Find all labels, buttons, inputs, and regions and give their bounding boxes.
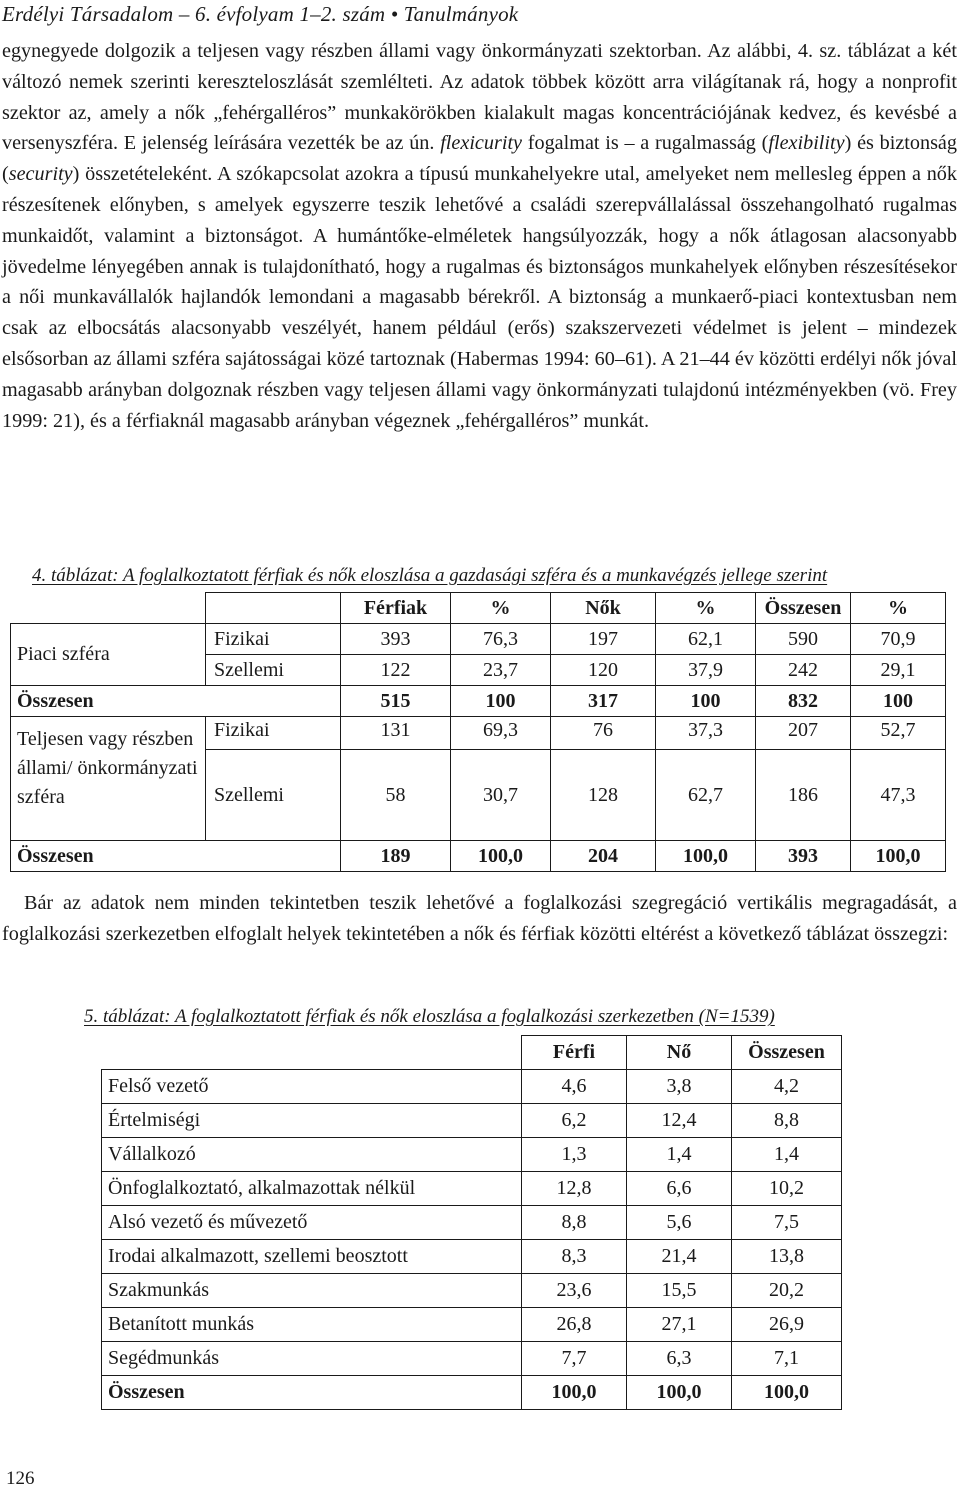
table5-caption: 5. táblázat: A foglalkoztatott férfiak és nők eloszlása a foglalkozási szerkezetben (N=1539) xyxy=(84,1006,775,1027)
table-cell: 27,1 xyxy=(627,1308,732,1342)
table-cell: 62,7 xyxy=(656,750,756,841)
running-header: Erdélyi Társadalom – 6. évfolyam 1–2. szám • Tanulmányok xyxy=(2,2,519,26)
row-label: Vállalkozó xyxy=(102,1138,522,1172)
table4 xyxy=(10,592,946,872)
table-cell: 515 xyxy=(341,686,451,717)
row-type: Szellemi xyxy=(206,750,341,841)
table-cell: 189 xyxy=(341,841,451,872)
row-group-label: Piaci szféra xyxy=(11,624,206,686)
table-cell: 8,8 xyxy=(522,1206,627,1240)
row-label: Szakmunkás xyxy=(102,1274,522,1308)
term-flexicurity: flexicurity xyxy=(440,132,523,155)
table-cell: 52,7 xyxy=(851,717,946,750)
paragraph-text: fogalmat is – a rugalmasság ( xyxy=(522,132,769,155)
table-row xyxy=(102,1070,842,1104)
row-label: Betanított munkás xyxy=(102,1308,522,1342)
table-cell: 100,0 xyxy=(522,1376,627,1410)
table-cell: 26,8 xyxy=(522,1308,627,1342)
row-label: Alsó vezető és művezető xyxy=(102,1206,522,1240)
page-number: 126 xyxy=(6,1468,35,1489)
row-type: Fizikai xyxy=(206,717,341,750)
table-cell: 8,3 xyxy=(522,1240,627,1274)
paragraph-text: ) összetételeként. A szókapcsolat azokra a típusú munkahelyekre utal, amelyeket nem mellesleg éppen a nők részesítenek előnyben, s amelyek egyszerre teszik lehetővé a családi szerepvállalással összehangolható rugalmas munkaidőt, valamint a biztonságot. A humántőke-elméletek hangsúlyozzák, hogy a nők átlagosan alacsonyabb jövedelme lényegében annak is tulajdonítható, hogy a rugalmas és biztonságos munkahelyek előnyben részesítésekor a női munkavállalók hajlandók lemondani a magasabb bérekről. A biztonság a munkaerő-piaci kontextusban nem csak az elbocsátás alacsonyabb veszélyét, hanem például (erős) szakszervezeti védelmet is jelent – mindezek elsősorban az állami szféra sajátosságai közé tartoznak (Habermas 1994: 60–61). A 21–44 év közötti erdélyi nők jóval magasabb arányban dolgoznak részben vagy teljesen állami vagy önkormányzati tulajdonú intézményekben (vö. Frey 1999: 21), és a férfiaknál magasabb arányban végeznek „fehérgalléros” munkát. xyxy=(2,163,957,432)
total-label: Összesen xyxy=(11,841,341,872)
table-cell: 197 xyxy=(551,624,656,655)
table-cell: 5,6 xyxy=(627,1206,732,1240)
table4-caption: 4. táblázat: A foglalkoztatott férfiak és nők eloszlása a gazdasági szféra és a munkavégzés jellege szerint xyxy=(32,565,828,586)
column-header: Nő xyxy=(627,1036,732,1070)
table-row xyxy=(11,624,946,655)
table-row xyxy=(102,1308,842,1342)
column-header: Összesen xyxy=(732,1036,842,1070)
table-total-row xyxy=(11,841,946,872)
column-header: Nők xyxy=(551,593,656,624)
table-cell: 100 xyxy=(656,686,756,717)
table5-body xyxy=(102,1070,842,1376)
table-cell: 100,0 xyxy=(656,841,756,872)
table-cell: 4,6 xyxy=(522,1070,627,1104)
total-label: Összesen xyxy=(11,686,341,717)
table-cell: 7,5 xyxy=(732,1206,842,1240)
table-cell: 21,4 xyxy=(627,1240,732,1274)
table-row xyxy=(102,1138,842,1172)
table-total-row xyxy=(102,1376,842,1410)
table-cell: 128 xyxy=(551,750,656,841)
table-cell: 58 xyxy=(341,750,451,841)
table-cell: 7,7 xyxy=(522,1342,627,1376)
table-cell: 1,4 xyxy=(732,1138,842,1172)
table-cell: 26,9 xyxy=(732,1308,842,1342)
row-label: Felső vezető xyxy=(102,1070,522,1104)
body-paragraph-2: Bár az adatok nem minden tekintetben teszik lehetővé a foglalkozási szegregáció vertikális megragadását, a foglalkozási szerkezetben elfoglalt helyek tekintetében a nők és férfiak közötti eltérést a következő táblázat összegzi: xyxy=(2,892,957,945)
table-cell: 37,9 xyxy=(656,655,756,686)
table-cell: 1,4 xyxy=(627,1138,732,1172)
table-cell: 37,3 xyxy=(656,717,756,750)
table-cell: 100,0 xyxy=(851,841,946,872)
term-security: security xyxy=(8,163,73,186)
table-cell: 100 xyxy=(851,686,946,717)
table-cell: 100,0 xyxy=(451,841,551,872)
table-cell: 100 xyxy=(451,686,551,717)
table-cell: 30,7 xyxy=(451,750,551,841)
table-row xyxy=(102,1240,842,1274)
row-label: Önfoglalkoztató, alkalmazottak nélkül xyxy=(102,1172,522,1206)
table-header-row xyxy=(102,1036,842,1070)
table-cell: 20,2 xyxy=(732,1274,842,1308)
table-cell: 15,5 xyxy=(627,1274,732,1308)
table-cell: 10,2 xyxy=(732,1172,842,1206)
body-paragraph-1 xyxy=(2,36,957,436)
table-row xyxy=(102,1104,842,1138)
column-header: Összesen xyxy=(756,593,851,624)
table5 xyxy=(101,1035,842,1410)
total-label: Összesen xyxy=(102,1376,522,1410)
table-row xyxy=(102,1206,842,1240)
table-cell: 186 xyxy=(756,750,851,841)
row-label: Értelmiségi xyxy=(102,1104,522,1138)
table-cell: 3,8 xyxy=(627,1070,732,1104)
column-header: Férfi xyxy=(522,1036,627,1070)
column-header: % xyxy=(851,593,946,624)
table-cell: 13,8 xyxy=(732,1240,842,1274)
table-cell: 12,4 xyxy=(627,1104,732,1138)
table-cell: 393 xyxy=(756,841,851,872)
table-cell: 100,0 xyxy=(732,1376,842,1410)
table-cell: 6,2 xyxy=(522,1104,627,1138)
table-cell: 69,3 xyxy=(451,717,551,750)
table-row xyxy=(102,1342,842,1376)
table-cell: 317 xyxy=(551,686,656,717)
row-label: Irodai alkalmazott, szellemi beosztott xyxy=(102,1240,522,1274)
table-cell: 23,7 xyxy=(451,655,551,686)
table-cell: 12,8 xyxy=(522,1172,627,1206)
table-cell: 393 xyxy=(341,624,451,655)
table-cell: 832 xyxy=(756,686,851,717)
column-header: % xyxy=(656,593,756,624)
paragraph-text: egynegyede dolgozik a teljesen vagy részben állami vagy önkormányzati szektorban. Az alábbi, 4. sz. táblázat a két változó nemek szerinti kereszteloszlását szemlélteti. Az adatok többek között arra világítanak rá, hogy a nonprofit szektor az, amely a nők „fehérgalléros” munkakörökben kialakult magas koncentrációjának kedvez, és kevésbé a versenyszféra. E jelenség leírására vezették be az ún. xyxy=(2,40,957,155)
table-cell: 6,6 xyxy=(627,1172,732,1206)
table-cell: 62,1 xyxy=(656,624,756,655)
table-row xyxy=(102,1274,842,1308)
table-cell: 29,1 xyxy=(851,655,946,686)
row-type: Fizikai xyxy=(206,624,341,655)
table-header-row xyxy=(11,593,946,624)
table-cell: 122 xyxy=(341,655,451,686)
table-total-row xyxy=(11,686,946,717)
table-row xyxy=(11,717,946,750)
term-flexibility: flexibility xyxy=(768,132,845,155)
table-cell: 23,6 xyxy=(522,1274,627,1308)
table-cell: 204 xyxy=(551,841,656,872)
table-cell: 120 xyxy=(551,655,656,686)
table-cell: 207 xyxy=(756,717,851,750)
table-cell: 4,2 xyxy=(732,1070,842,1104)
table-cell: 242 xyxy=(756,655,851,686)
table-cell: 76,3 xyxy=(451,624,551,655)
table-cell: 70,9 xyxy=(851,624,946,655)
row-label: Segédmunkás xyxy=(102,1342,522,1376)
column-header: Férfiak xyxy=(341,593,451,624)
table-cell: 76 xyxy=(551,717,656,750)
table-cell: 100,0 xyxy=(627,1376,732,1410)
table-cell: 1,3 xyxy=(522,1138,627,1172)
row-type: Szellemi xyxy=(206,655,341,686)
paragraph-text: ) és biztonság ( xyxy=(2,132,957,186)
table-cell: 8,8 xyxy=(732,1104,842,1138)
table-cell: 6,3 xyxy=(627,1342,732,1376)
table-cell: 590 xyxy=(756,624,851,655)
table-cell: 7,1 xyxy=(732,1342,842,1376)
table-cell: 47,3 xyxy=(851,750,946,841)
row-group-label: Teljesen vagy részben állami/ önkormányzati szféra xyxy=(11,717,206,841)
table-row xyxy=(102,1172,842,1206)
table-cell: 131 xyxy=(341,717,451,750)
column-header: % xyxy=(451,593,551,624)
